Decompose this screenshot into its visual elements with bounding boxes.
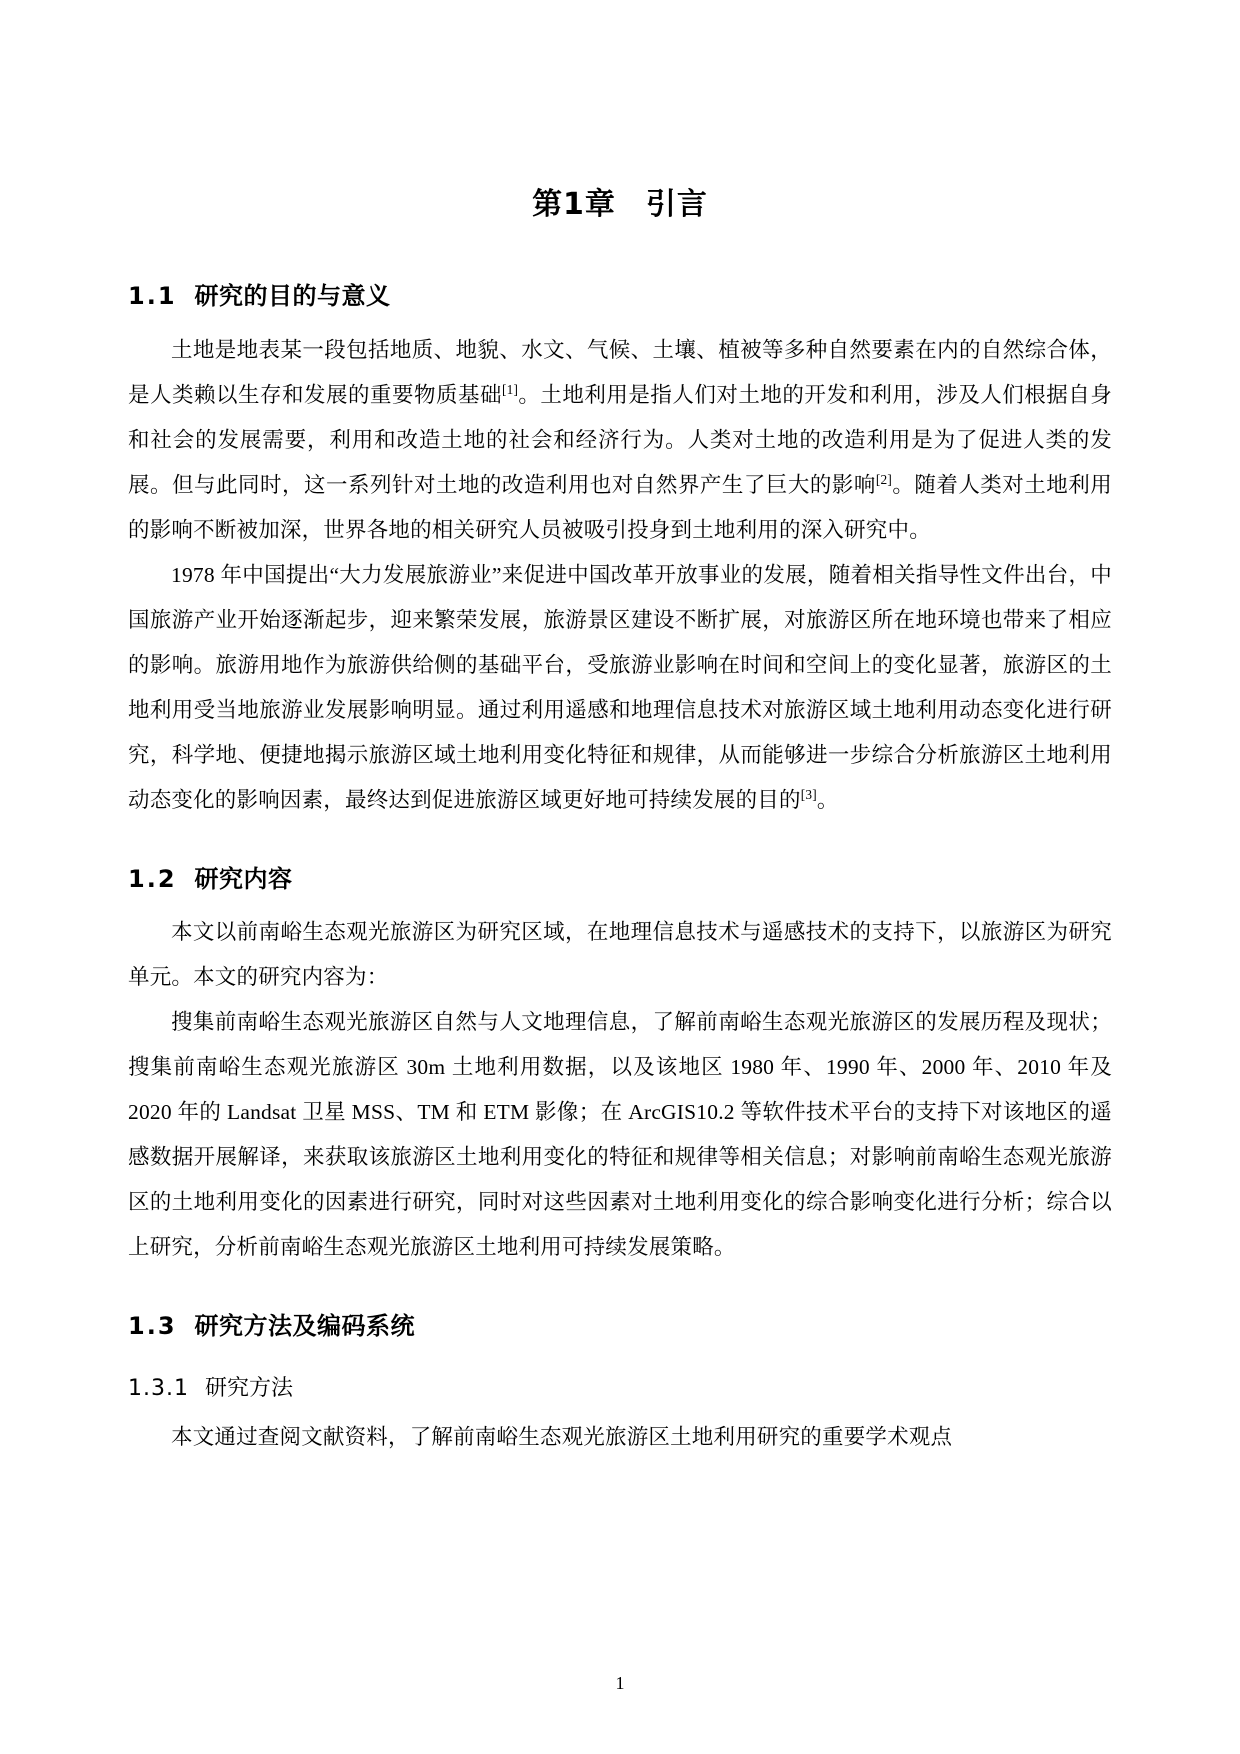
citation-reference: [2] xyxy=(875,471,893,487)
page-number: 1 xyxy=(615,1673,625,1693)
paragraph: 本文以前南峪生态观光旅游区为研究区域，在地理信息技术与遥感技术的支持下，以旅游区为研究单元。本文的研究内容为： xyxy=(128,920,1112,990)
section-heading-1-3 xyxy=(128,1310,1112,1344)
subsection-heading-1-3-1 xyxy=(128,1374,1112,1405)
section-spacer xyxy=(128,1270,1112,1310)
section-heading-1-2 xyxy=(128,863,1112,897)
section-title-1-3: 研究方法及编码系统 xyxy=(194,1312,416,1341)
chapter-title-text: 引言 xyxy=(645,187,708,222)
subsection-spacer xyxy=(128,1358,1112,1374)
chapter-title xyxy=(128,185,1112,224)
section-spacer xyxy=(128,823,1112,863)
citation-reference: [3] xyxy=(800,786,817,802)
chapter-title-number: 第1章 xyxy=(532,187,616,222)
subsection-title-1-3-1: 研究方法 xyxy=(204,1375,293,1401)
paragraph: 本文通过查阅文献资料，了解前南峪生态观光旅游区土地利用研究的重要学术观点 xyxy=(171,1424,953,1449)
section-number-1-1: 1.1 xyxy=(128,282,177,310)
paragraph: 搜集前南峪生态观光旅游区自然与人文地理信息，了解前南峪生态观光旅游区的发展历程及现状；搜集前南峪生态观光旅游区 30m 土地利用数据，以及该地区 1980 年、1990 年、2000 年、2010 年及 2020 年的 Landsat 卫星 MSS、TM 和 ETM 影像；在 ArcGIS10.2 等软件技术平台的支持下对该地区的遥感数据开展解译，来获取该旅游区土地利用变化的特征和规律等相关信息；对影响前南峪生态观光旅游区的土地利用变化的因素进行研究，同时对这些因素对土地利用变化的综合影响变化进行分析；综合以上研究，分析前南峪生态观光旅游区土地利用可持续发展策略。 xyxy=(128,1010,1112,1260)
section-title-1-2: 研究内容 xyxy=(194,864,293,893)
section-heading-1-1 xyxy=(128,280,1112,314)
section-number-1-2: 1.2 xyxy=(128,864,177,893)
paragraph: 1978 年中国提出“大力发展旅游业”来促进中国改革开放事业的发展，随着相关指导性文件出台，中国旅游产业开始逐渐起步，迎来繁荣发展，旅游景区建设不断扩展，对旅游区所在地环境也带来了相应的影响。旅游用地作为旅游供给侧的基础平台，受旅游业影响在时间和空间上的变化显著，旅游区的土地利用受当地旅游业发展影响明显。通过利用遥感和地理信息技术对旅游区域土地利用动态变化进行研究，科学地、便捷地揭示旅游区域土地利用变化特征和规律，从而能够进一步综合分析旅游区土地利用动态变化的影响因素，最终达到促进旅游区域更好地可持续发展的目的[3]。 xyxy=(128,562,1112,812)
section-number-1-3: 1.3 xyxy=(128,1312,177,1341)
subsection-number-1-3-1: 1.3.1 xyxy=(128,1375,189,1401)
citation-reference: [1] xyxy=(501,381,519,397)
section-title-1-1: 研究的目的与意义 xyxy=(194,282,391,310)
paragraph: 土地是地表某一段包括地质、地貌、水文、气候、土壤、植被等多种自然要素在内的自然综合体，是人类赖以生存和发展的重要物质基础[1]。土地利用是指人们对土地的开发和利用，涉及人们根据自身和社会的发展需要，利用和改造土地的社会和经济行为。人类对土地的改造利用是为了促进人类的发展。但与此同时，这一系列针对土地的改造利用也对自然界产生了巨大的影响[2]。随着人类对土地利用的影响不断被加深，世界各地的相关研究人员被吸引投身到土地利用的深入研究中。 xyxy=(128,337,1112,542)
